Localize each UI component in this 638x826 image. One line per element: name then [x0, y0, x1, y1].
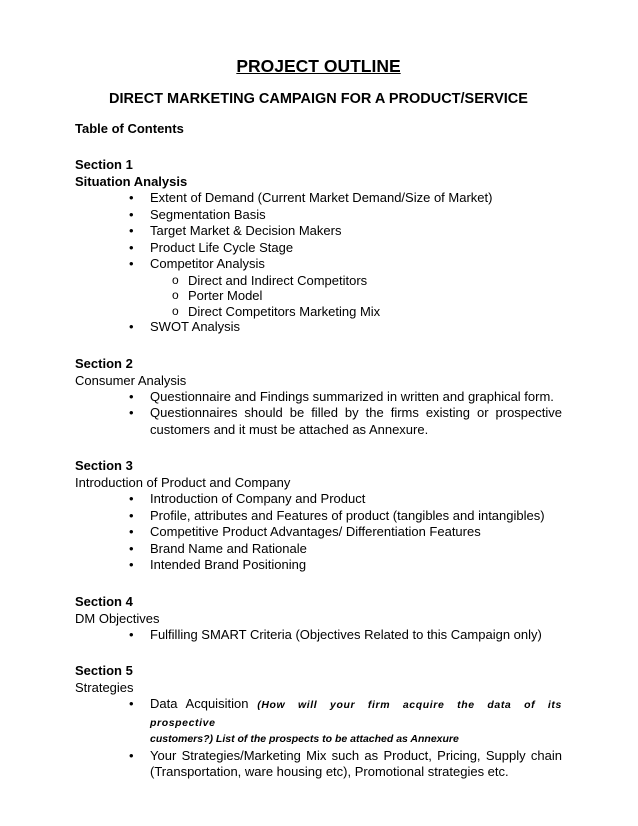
- section-5: [75, 662, 562, 781]
- bullet-list: [75, 389, 562, 439]
- list-item: • Extent of Demand (Current Market Demand/Size of Market): [129, 190, 493, 205]
- bullet-icon: •: [129, 190, 134, 205]
- bullet-icon: •: [129, 405, 134, 420]
- section-subtitle: Consumer Analysis: [75, 372, 187, 388]
- circle-bullet-icon: o: [172, 272, 179, 287]
- bullet-icon: •: [129, 557, 134, 572]
- sub-list: [150, 273, 562, 320]
- section-3: [75, 457, 562, 574]
- item-note-continued: customers?) List of the prospects to be attached as Annexure: [150, 733, 459, 745]
- item-text: Data Acquisition: [150, 696, 249, 711]
- page-title: PROJECT OUTLINE: [236, 56, 401, 76]
- page-subtitle: DIRECT MARKETING CAMPAIGN FOR A PRODUCT/SERVICE: [109, 91, 528, 107]
- list-item: • Brand Name and Rationale: [129, 540, 307, 556]
- list-item: • Questionnaire and Findings summarized in written and graphical form.: [129, 388, 554, 404]
- section-subtitle: DM Objectives: [75, 610, 160, 626]
- sub-list-item: o Direct and Indirect Competitors: [172, 272, 368, 288]
- list-item: • Your Strategies/Marketing Mix such as Product, Pricing, Supply chain (Transportation, ware housing etc), Promotional strategies etc.: [129, 747, 562, 779]
- section-heading: Section 2: [75, 355, 133, 371]
- section-subtitle: Strategies: [75, 680, 134, 695]
- bullet-icon: •: [129, 319, 134, 334]
- bullet-icon: •: [129, 223, 134, 238]
- section-subtitle: Situation Analysis: [75, 174, 188, 189]
- bullet-icon: •: [129, 540, 134, 556]
- section-4: [75, 593, 562, 644]
- bullet-icon: •: [129, 696, 134, 711]
- list-item: • Competitive Product Advantages/ Differentiation Features: [129, 524, 481, 539]
- bullet-list: [75, 491, 562, 574]
- bullet-icon: •: [129, 747, 134, 763]
- section-2: [75, 355, 562, 439]
- sub-list-item: o Porter Model: [172, 288, 263, 303]
- toc-label: Table of Contents: [75, 121, 184, 136]
- bullet-icon: •: [129, 206, 134, 222]
- section-1: [75, 156, 562, 336]
- bullet-list: [75, 627, 562, 644]
- list-item: • Profile, attributes and Features of product (tangibles and intangibles): [129, 507, 545, 523]
- section-heading: Section 5: [75, 663, 133, 678]
- list-item: [129, 696, 562, 748]
- bullet-icon: •: [129, 507, 134, 523]
- bullet-icon: •: [129, 388, 134, 404]
- bullet-icon: •: [129, 256, 134, 271]
- circle-bullet-icon: o: [172, 288, 179, 302]
- section-subtitle: Introduction of Product and Company: [75, 475, 291, 490]
- section-heading: Section 4: [75, 593, 133, 609]
- list-item: • Introduction of Company and Product: [129, 491, 366, 506]
- section-heading: Section 1: [75, 157, 133, 172]
- list-item: • Fulfilling SMART Criteria (Objectives Related to this Campaign only): [129, 626, 542, 642]
- bullet-icon: •: [129, 491, 134, 506]
- bullet-icon: •: [129, 524, 134, 539]
- bullet-list: [75, 190, 562, 336]
- circle-bullet-icon: o: [172, 303, 179, 318]
- list-item: • Target Market & Decision Makers: [129, 223, 342, 238]
- bullet-icon: •: [129, 626, 134, 642]
- bullet-list: [75, 696, 562, 781]
- list-item: • Competitor Analysis o Direct and Indirect Competitors o Porter Model o Direct Competitors Marketing Mix: [129, 256, 562, 319]
- bullet-icon: •: [129, 239, 134, 255]
- sub-list-item: o Direct Competitors Marketing Mix: [172, 303, 381, 319]
- list-item: • Intended Brand Positioning: [129, 557, 307, 572]
- list-item: • Questionnaires should be filled by the firms existing or prospective customers and it must be attached as Annexure.: [129, 405, 562, 437]
- section-heading: Section 3: [75, 458, 133, 473]
- list-item: • Product Life Cycle Stage: [129, 239, 294, 255]
- list-item: • SWOT Analysis: [129, 319, 241, 334]
- item-note: (How will your firm acquire the data of its prospective: [150, 699, 562, 729]
- list-item: • Segmentation Basis: [129, 206, 266, 222]
